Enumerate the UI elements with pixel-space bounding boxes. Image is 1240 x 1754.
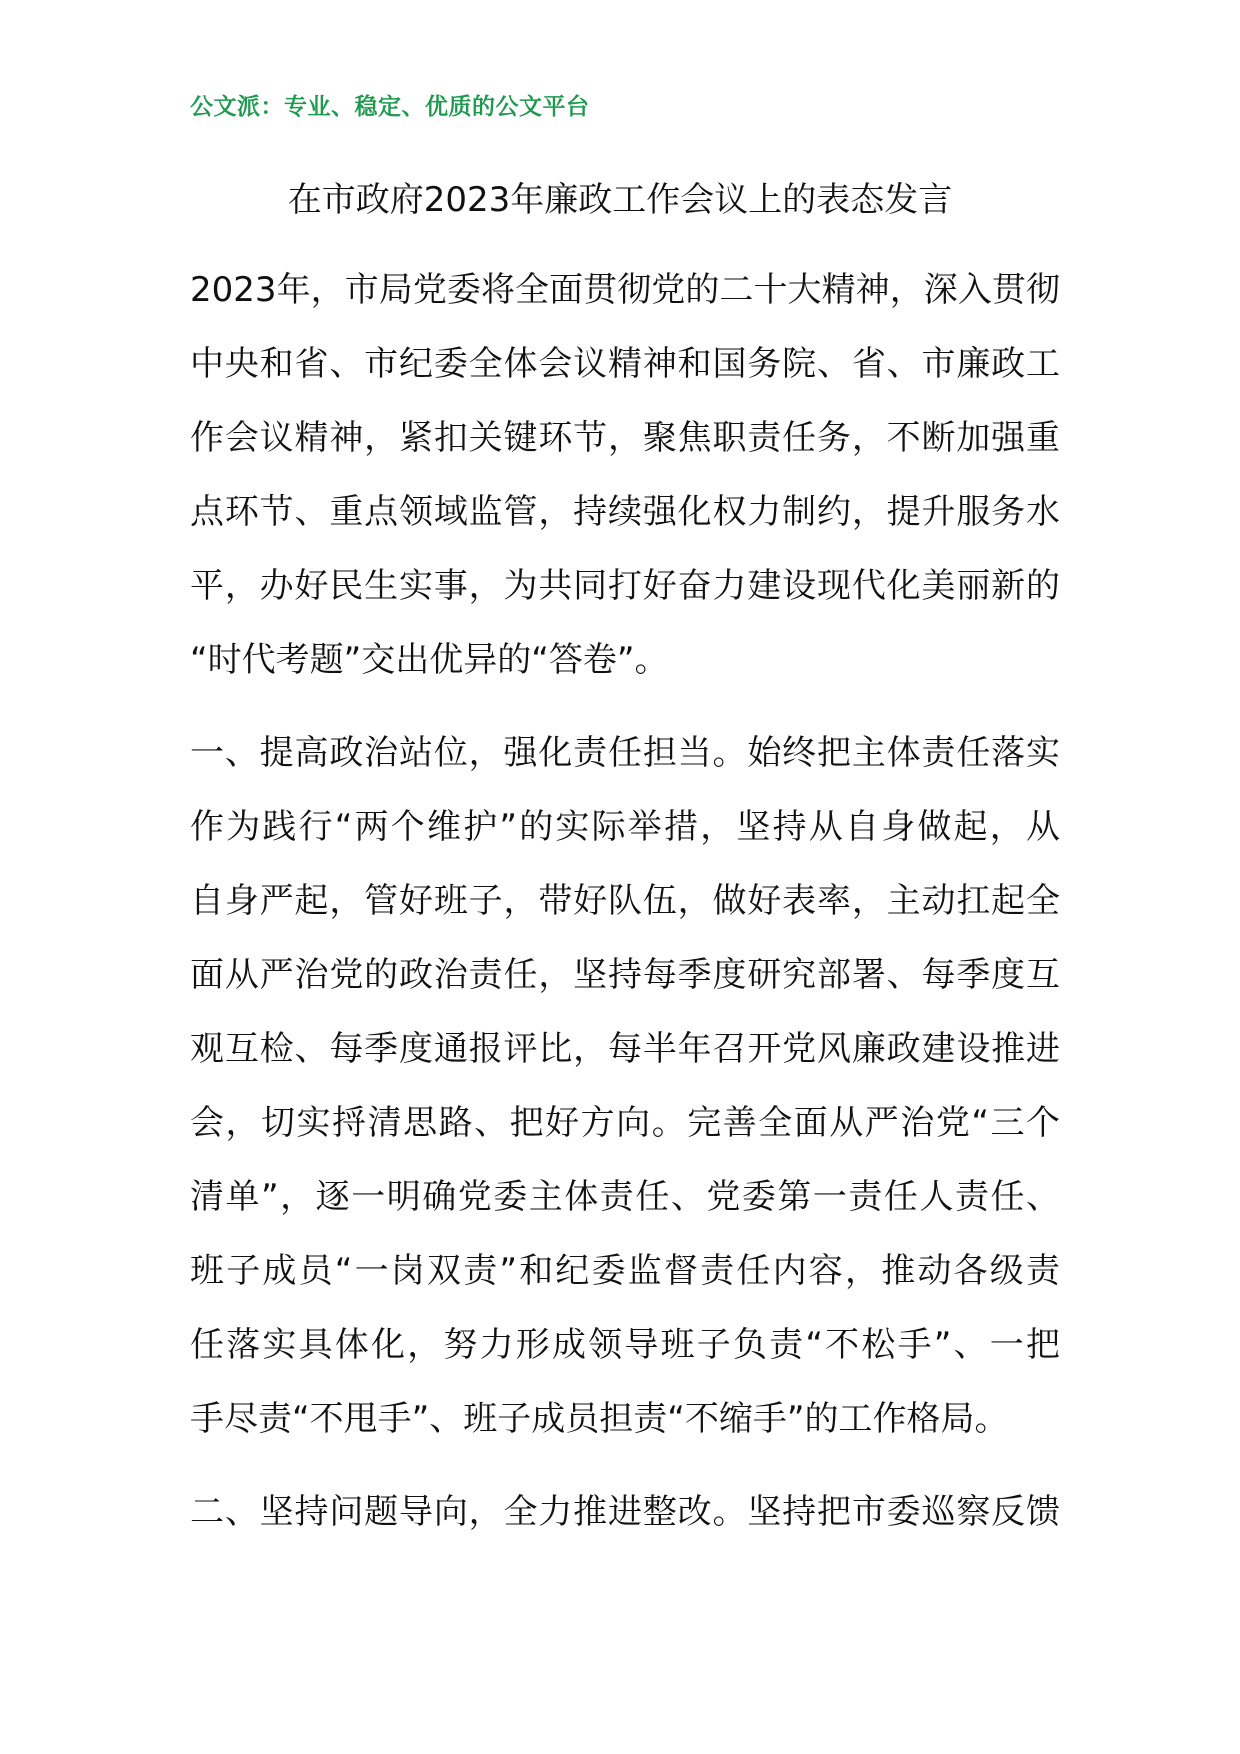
text-line: 会，切实捋清思路、把好方向。完善全面从严治党“三个 <box>190 1103 1060 1143</box>
text-line: 作为践行“两个维护”的实际举措，坚持从自身做起，从 <box>190 807 1060 847</box>
text-line: 平，办好民生实事，为共同打好奋力建设现代化美丽新的 <box>190 566 1060 606</box>
text-line: 任落实具体化，努力形成领导班子负责“不松手”、一把 <box>190 1325 1060 1365</box>
paragraph <box>190 1488 1060 1562</box>
text-line: 一、提高政治站位，强化责任担当。始终把主体责任落实 <box>190 733 1060 773</box>
text-line: “时代考题”交出优异的“答卷”。 <box>190 640 669 680</box>
text-line: 班子成员“一岗双责”和纪委监督责任内容，推动各级责 <box>190 1251 1060 1291</box>
text-line: 作会议精神，紧扣关键环节，聚焦职责任务，不断加强重 <box>190 418 1060 458</box>
paragraph <box>190 729 1060 1469</box>
header-brand: 公文派：专业、稳定、优质的公文平台 <box>190 94 590 120</box>
text-line: 2023年，市局党委将全面贯彻党的二十大精神，深入贯彻 <box>190 270 1060 310</box>
text-line: 观互检、每季度通报评比，每半年召开党风廉政建设推进 <box>190 1029 1060 1069</box>
text-line: 二、坚持问题导向，全力推进整改。坚持把市委巡察反馈 <box>190 1492 1060 1532</box>
text-line: 清单”，逐一明确党委主体责任、党委第一责任人责任、 <box>190 1177 1060 1217</box>
text-line: 面从严治党的政治责任，坚持每季度研究部署、每季度互 <box>190 955 1060 995</box>
text-line: 手尽责“不甩手”、班子成员担责“不缩手”的工作格局。 <box>190 1399 1009 1439</box>
text-line: 自身严起，管好班子，带好队伍，做好表率，主动扛起全 <box>190 881 1060 921</box>
paragraph <box>190 266 1060 710</box>
text-line: 点环节、重点领域监管，持续强化权力制约，提升服务水 <box>190 492 1060 532</box>
document-body <box>190 266 1060 1581</box>
document-title: 在市政府2023年廉政工作会议上的表态发言 <box>287 180 953 220</box>
text-line: 中央和省、市纪委全体会议精神和国务院、省、市廉政工 <box>190 344 1060 384</box>
